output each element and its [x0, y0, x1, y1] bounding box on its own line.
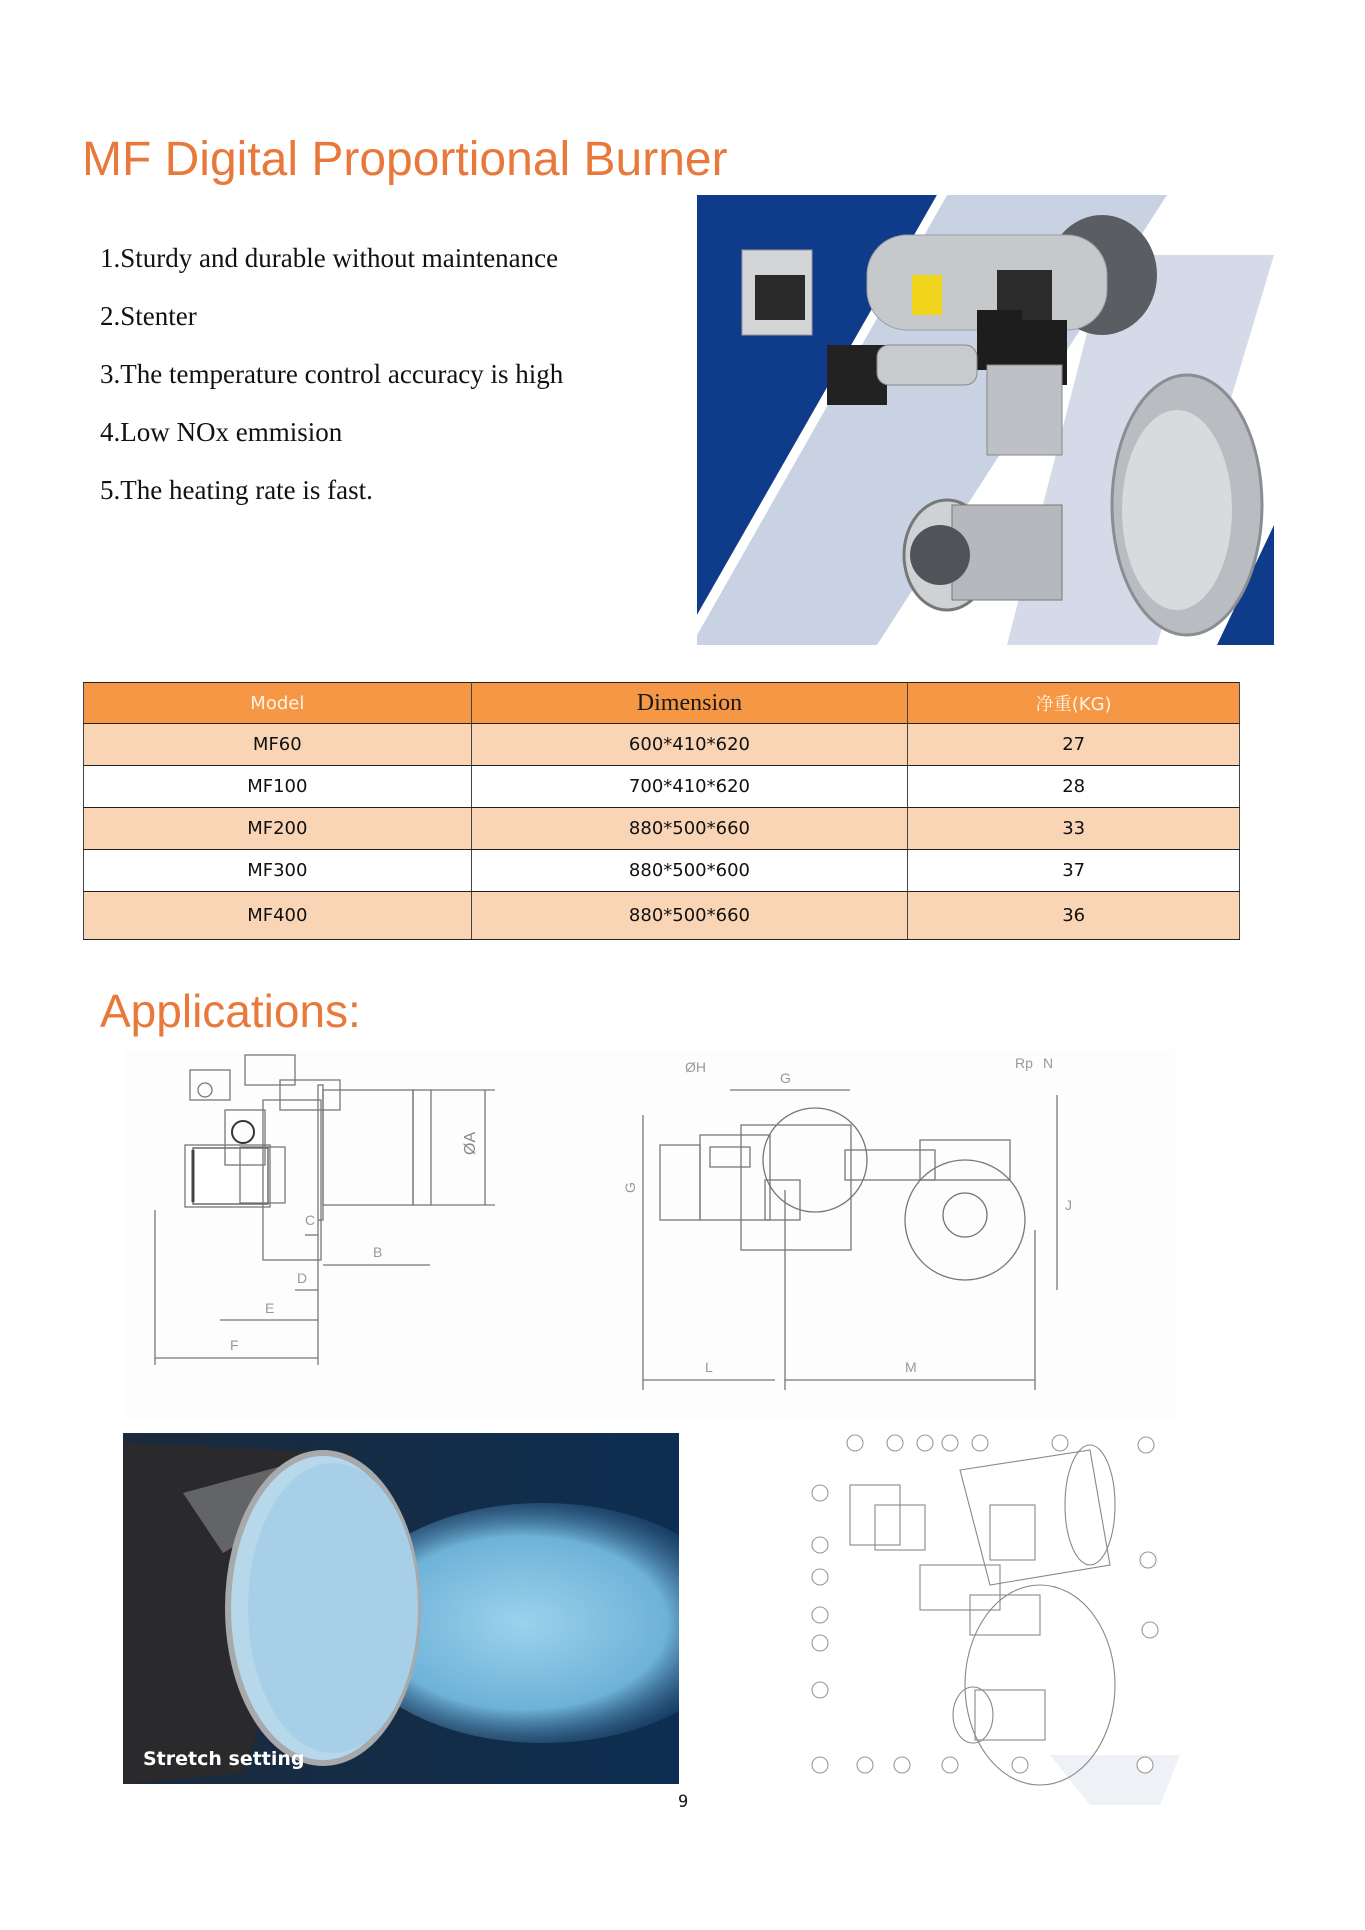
- applications-heading: Applications:: [100, 985, 361, 1037]
- flame-image: [123, 1433, 679, 1784]
- feature-list: [100, 238, 563, 528]
- svg-text:ØH: ØH: [685, 1059, 706, 1075]
- table-row: [84, 808, 1240, 850]
- product-photo: [697, 195, 1274, 645]
- column-header-weight: 净重(KG): [908, 683, 1240, 724]
- svg-text:J: J: [1065, 1197, 1072, 1213]
- page-number: 9: [678, 1792, 689, 1812]
- table-row: [84, 850, 1240, 892]
- feature-item: 5.The heating rate is fast.: [100, 475, 373, 505]
- exploded-view-drawing: [790, 1425, 1190, 1815]
- exploded-parts-diagram: [790, 1425, 1190, 1815]
- feature-item: 1.Sturdy and durable without maintenance: [100, 243, 559, 273]
- table-row: [84, 892, 1240, 940]
- svg-text:ØA: ØA: [462, 1131, 479, 1155]
- cell-dimension: 600*410*620: [471, 724, 908, 766]
- cell-weight: 36: [908, 892, 1240, 940]
- svg-text:C: C: [305, 1212, 316, 1228]
- cell-weight: 28: [908, 766, 1240, 808]
- table-header-row: [84, 683, 1240, 724]
- cell-weight: 27: [908, 724, 1240, 766]
- svg-text:M: M: [905, 1359, 917, 1375]
- cell-dimension: 880*500*660: [471, 892, 908, 940]
- flame-photo: [123, 1433, 679, 1784]
- cell-dimension: 880*500*660: [471, 808, 908, 850]
- svg-text:G: G: [780, 1070, 791, 1086]
- front-view-drawing: [622, 1055, 1072, 1390]
- side-view-drawing: [155, 1055, 495, 1365]
- svg-text:E: E: [265, 1300, 275, 1316]
- cell-weight: 37: [908, 850, 1240, 892]
- cell-dimension: 880*500*600: [471, 850, 908, 892]
- svg-text:N: N: [1043, 1055, 1054, 1071]
- cell-model: MF60: [84, 724, 472, 766]
- svg-text:D: D: [297, 1270, 308, 1286]
- feature-item: 2.Stenter: [100, 301, 197, 331]
- svg-text:L: L: [705, 1359, 713, 1375]
- dimension-drawing: [125, 1050, 1175, 1420]
- cell-dimension: 700*410*620: [471, 766, 908, 808]
- svg-text:G: G: [622, 1182, 638, 1193]
- table-row: [84, 724, 1240, 766]
- table-row: [84, 766, 1240, 808]
- svg-text:F: F: [230, 1337, 239, 1353]
- cell-model: MF400: [84, 892, 472, 940]
- feature-item: 3.The temperature control accuracy is high: [100, 359, 564, 389]
- column-header-dimension: Dimension: [471, 683, 908, 724]
- feature-item: 4.Low NOx emmision: [100, 417, 343, 447]
- burner-product-image: [697, 195, 1274, 645]
- page-title: MF Digital Proportional Burner: [82, 133, 728, 186]
- cell-model: MF300: [84, 850, 472, 892]
- spec-table: [83, 682, 1240, 940]
- flame-caption: Stretch setting: [143, 1748, 305, 1770]
- svg-text:B: B: [373, 1244, 383, 1260]
- svg-text:Rp: Rp: [1015, 1055, 1033, 1071]
- technical-drawing: [125, 1050, 1175, 1420]
- cell-model: MF100: [84, 766, 472, 808]
- cell-weight: 33: [908, 808, 1240, 850]
- column-header-model: Model: [84, 683, 472, 724]
- cell-model: MF200: [84, 808, 472, 850]
